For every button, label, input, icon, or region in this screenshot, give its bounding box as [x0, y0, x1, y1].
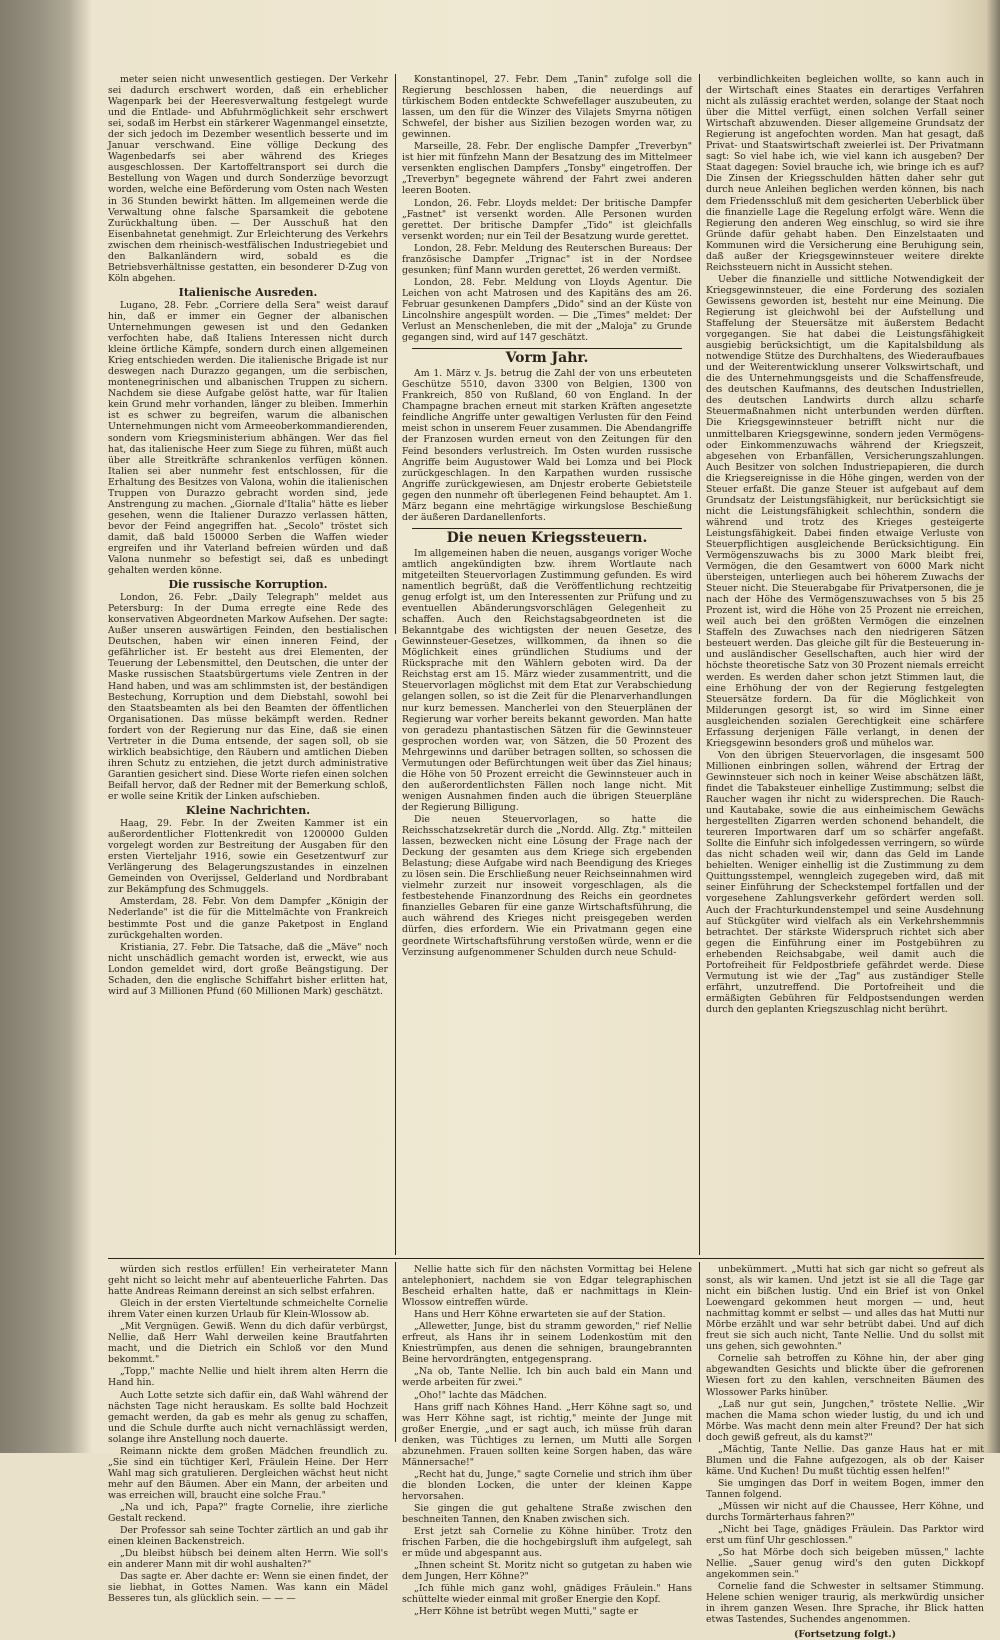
serial-paragraph: „Recht hat du, Junge," sagte Cornelie und strich ihm über die blonden Locken, die unter der kleinen Kappe hervorsahen. [402, 1468, 692, 1502]
serial-paragraph: Gleich in der ersten Vierteltunde schmeichelte Cornelie ihrem Vater einen kurzen Urlaub für Klein-Wlossow ab. [108, 1298, 388, 1321]
serial-paragraph: „Topp," machte Nellie und hielt ihrem alten Herrn die Hand hin. [108, 1366, 388, 1389]
rule [412, 528, 682, 529]
rule [412, 348, 682, 349]
column-1 [108, 74, 388, 1254]
serial-paragraph: Cornelie sah betroffen zu Köhne hin, der aber ging abgewandten Gesichts und blickte über die gefrorenen Wiesen fort zu den kahlen, verschneiten Bäumen des Wlossower Parks hinüber. [706, 1353, 984, 1398]
short-news-kristiania: Kristiania, 27. Febr. Die Tatsache, daß die „Mäve" noch nicht unschädlich gemacht worden ist, erweckt, wie aus London gemeldet wird, dort große Beängstigung. Der Schaden, den die englische Schiffahrt bisher erlitten hat, wird auf 3 Millionen Pfund (60 Millionen Mark) geschätzt. [108, 941, 388, 997]
serial-paragraph: „Na ob, Tante Nellie. Ich bin auch bald ein Mann und werde arbeiten für zwei." [402, 1366, 692, 1389]
headline-short-news: Kleine Nachrichten. [185, 804, 311, 818]
serial-paragraph: „Ich fühle mich ganz wohl, gnädiges Fräulein." Hans schüttelte wieder einmal mit großer Energie den Kopf. [402, 1583, 692, 1606]
serial-paragraph: würden sich restlos erfüllen! Ein verheirateter Mann geht nicht so leicht mehr auf abenteuerliche Fahrten. Das hatte Andreas Reimann dereinst an sich selbst erfahren. [108, 1264, 388, 1298]
article-italian-text: Lugano, 28. Febr. „Corriere della Sera" weist darauf hin, daß er immer ein Gegner der albanischen Unternehmungen gewesen ist und den Gedanken verfochten habe, daß Italiens Interessen nicht durch kleine örtliche Kämpfe, sondern durch einen allgemeinen Krieg entschieden werden. Die italienische Brigade ist nur deswegen nach Durazzo gegangen, um die serbischen, montenegrinischen und albanischen Truppen zu sichern. Nachdem sie diese Aufgabe gelöst hatte, war für Italien kein Grund mehr vorhanden, länger zu bleiben. Immerhin ist es schwer zu begreifen, warum die albanischen Unternehmungen nicht vom Armeeoberkommandierenden, sondern vom Kriegsministerium abhängen. Wer das fiel hat, das italienische Heer zum Siege zu führen, müßt auch über alle Streitkräfte schrankenlos verfügen können. Italien sei aber nunmehr fest entschlossen, für die Erhaltung des Besitzes von Valona, wohin die italienischen Truppen von Durazzo gebracht worden sind, jede Anstrengung zu machen. „Giornale d'Italia" hätte es lieber gesehen, wenn die Italiener Durazzo verlassen hätten, bevor der Feind angegriffen hat. „Secolo" tröstet sich damit, daß bald 150000 Serben die Waffen wieder ergreifen und ihr Vaterland befreien würden und daß Valona nunmehr so befestigt sei, daß es unbedingt gehalten werden könne. [108, 299, 388, 577]
column-rule-2b [699, 640, 700, 1255]
serial-paragraph: „Ihnen scheint St. Moritz nicht so gutgetan zu haben wie dem Jungen, Herr Köhne?" [402, 1560, 692, 1583]
serial-paragraph: Sie umgingen das Dorf in weitem Bogen, immer den Tannen folgend. [706, 1477, 984, 1500]
serial-paragraph: Sie gingen die gut gehaltene Straße zwischen den beschneiten Tannen, den Knaben zwischen sich. [402, 1502, 692, 1526]
serial-column-2 [402, 1264, 692, 1618]
serial-paragraph: Hans und Herr Köhne erwarteten sie auf der Station. [414, 1309, 666, 1321]
headline-last-year: Vorm Jahr. [505, 350, 589, 367]
column-3 [706, 74, 984, 1254]
serial-paragraph: „Allewetter, Junge, bist du stramm geworden," rief Nellie erfreut, als Hans ihr in seinem Lodenkostüm mit den Kniestrümpfen, aus denen die sehnigen, braungebrannten Beine hervordrängten, entgegensprang. [402, 1321, 692, 1366]
serial-paragraph: „Mächtig, Tante Nellie. Das ganze Haus hat er mit Blumen und die Fahne aufgezogen, als ob der Kaiser käme. Und Kuchen! Du mußt tüchtig essen helfen!" [706, 1443, 984, 1477]
serial-paragraph: „Müssen wir nicht auf die Chaussee, Herr Köhne, und durchs Tormärterhaus fahren?" [706, 1500, 984, 1524]
serial-paragraph: Hans griff nach Köhnes Hand. „Herr Köhne sagt so, und was Herr Köhne sagt, ist richtig," meinte der Junge mit großer Energie, „und er sagt auch, ich müsse früh daran denken, was Tüchtiges zu lernen, um Mutti alle Sorgen abzunehmen. Frauen sollten keine Sorgen haben, das wäre Männersache!" [402, 1401, 692, 1468]
serial-paragraph: Reimann nickte dem großen Mädchen freundlich zu. „Sie sind ein tüchtiger Kerl, Fräulein Heine. Der Herr Wahl mag sich gratulieren. Dergleichen wächst heut nicht mehr auf den Bäumen. Aber ein Mann, der arbeiten und was erreichen will, braucht eine solche Frau." [108, 1445, 388, 1501]
section-divider [108, 1258, 984, 1259]
serial-paragraph: „Laß nur gut sein, Jungchen," tröstete Nellie. „Wir machen die Mama schon wieder lustig, du und ich und Mörbe. Was macht denn mein alter Freund? Der hat sich doch gewiß gefreut, als du kamst?" [706, 1398, 984, 1443]
news-london-2: London, 28. Febr. Meldung des Reuterschen Bureaus: Der französische Dampfer „Trignac" ist in der Nordsee gesunken; fünf Mann wurden gerettet, 26 werden vermißt. [402, 242, 692, 276]
column-rule-1 [395, 74, 396, 634]
serial-paragraph: „Du bleibst hübsch bei deinem alten Herrn. Wie soll's ein anderer Mann mit dir wohl aushalten?" [108, 1548, 388, 1571]
column-rule-2 [699, 74, 700, 634]
short-news-haag: Haag, 29. Febr. In der Zweiten Kammer ist ein außerordentlicher Flottenkredit von 1200000 Gulden vorgelegt worden zur Bestreitung der Ausgaben für den ersten Vierteljahr 1916, sowie ein Gesetzentwurf zur Verlängerung des Belagerungszustandes in einzelnen Gemeinden von Overijssel, Gelderland und Nordbrabant zur Bekämpfung des Schmuggels. [108, 818, 388, 896]
article-war-taxes-continued-1: verbindlichkeiten begleichen wollte, so kann auch in der Wirtschaft eines Staates ein derartiges Verfahren nicht als zulässig erachtet werden, solange der Staat noch über die Mittel verfügt, einen solchen Verfall seiner Wirtschaft abzuwenden. Dieser allgemeine Grundsatz der Regierung ist angefochten worden. Man hat gesagt, daß Privat- und Staatswirtschaft zweierlei ist. Der Privatmann sagt: So viel habe ich, wie viel kann ich ausgeben? Der Staat dagegen: Soviel brauche ich, wie bringe ich es auf? Die Zinsen der Kriegsschulden hätten daher sehr gut durch neue Anleihen beglichen werden können, bis nach dem Friedensschluß mit dem gesicherten Ueberblick über die finanzielle Lage die Regelung erfolgt wäre. Wenn die Regierung den anderen Weg einschlug, so wird sie ihre Gründe dafür gehabt haben. Den Einzelstaaten und Kommunen wird die Versicherung eine Beruhigung sein, daß außer der Kriegsgewinnsteuer weitere direkte Reichssteuern nicht in Aussicht stehen. [706, 74, 984, 273]
serial-paragraph: „Na und ich, Papa?" fragte Cornelie, ihre zierliche Gestalt reckend. [108, 1501, 388, 1525]
article-corruption-text: London, 26. Febr. „Daily Telegraph" meldet aus Petersburg: In der Duma erregte eine Rede des konservativen Abgeordneten Markow Aufsehen. Der sagte: Außer unseren auswärtigen Feinden, den bestialischen Deutschen, haben wir einen inneren Feind, der gefährlicher ist. Er besteht aus drei Elementen, der Teuerung der Lebensmittel, den Deutschen, die unter der Maske russischen Staatsbürgertums viele Zentren in der Hand haben, und was am schlimmsten ist, der beständigen Bestechung, Korruption und dem Diebstahl, sowohl bei den Staatsbeamten als bei den Beamten der öffentlichen Organisationen. Das müsse bekämpft werden. Redner fordert von der Regierung nur das Eine, daß sie einen Vertreter in die Duma entsende, der sagen soll, ob sie wirklich beabsichtige, den Räubern und amtlichen Dieben ihren Schutz zu entziehen, die jetzt durch administrative Garantien gesichert sind. Diese Worte riefen einen solchen Beifall hervor, daß der Redner mit der Bemerkung schloß, er wolle seine Kritik der Linken aufschieben. [108, 592, 388, 802]
serial-paragraph: „Nicht bei Tage, gnädiges Fräulein. Das Parktor wird erst um fünf Uhr geschlossen." [706, 1524, 984, 1547]
serial-paragraph: „Herr Köhne ist betrübt wegen Mutti," sagte er [414, 1606, 639, 1618]
short-news-amsterdam: Amsterdam, 28. Febr. Von dem Dampfer „Königin der Nederlande" ist die für die Mittelmächte von Frankreich bestimmte Post und die ganze Paketpost in England zurückgehalten worden. [108, 896, 388, 941]
serial-column-1 [108, 1264, 388, 1605]
serial-column-3 [706, 1264, 984, 1640]
serial-paragraph: Erst jetzt sah Cornelie zu Köhne hinüber. Trotz den frischen Farben, die die hochgebirgsluft ihm aufgelegt, sah er müde und abgespannt aus. [402, 1526, 692, 1560]
book-binding-edge [0, 0, 92, 1453]
news-london-3: London, 28. Febr. Meldung von Lloyds Agentur. Die Leichen von acht Matrosen und des Kapitäns des am 26. Februar gesunkenen Dampfers „Dido" sind an der Küste von Lincolnshire angespült worden. — Die „Times" meldet: Der Verlust an Menschenleben, die mit der „Maloja" zu Grunde gegangen sind, wird auf 147 geschätzt. [402, 276, 692, 344]
column-2 [402, 74, 692, 1254]
to-be-continued: (Fortsetzung folgt.) [793, 1628, 897, 1640]
serial-paragraph: Auch Lotte setzte sich dafür ein, daß Wahl während der nächsten Tage nicht herauskam. Es sollte bald Hochzeit gemacht werden, da gab es mehr als genug zu schaffen, und die Schule durfte auch nicht vernachlässigt werden, solange ihre Anstellung noch dauerte. [108, 1389, 388, 1445]
serial-paragraph: Das sagte er. Aber dachte er: Wenn sie einen findet, der sie liebhat, in Gottes Namen. Was kann ein Mädel Besseres tun, als glücklich sein. — — — [108, 1571, 388, 1605]
news-marseille: Marseille, 28. Febr. Der englische Dampfer „Treverbyn" ist hier mit fünfzehn Mann der Besatzung des im Mittelmeer versenkten englischen Dampfers „Tonsby" eingetroffen. Der „Treverbyn" begegnete während der Fahrt zwei anderen leeren Booten. [402, 141, 692, 197]
news-london-1: London, 26. Febr. Lloyds meldet: Der britische Dampfer „Fastnet" ist versenkt worden. Alle Personen wurden gerettet. Der britische Dampfer „Tido" ist gleichfalls versenkt worden; nur ein Teil der Besatzung wurde gerettet. [402, 197, 692, 242]
headline-russian-corruption: Die russische Korruption. [168, 578, 328, 592]
article-war-taxes-continued-2: Ueber die finanzielle und sittliche Notwendigkeit der Kriegsgewinnsteuer, die eine Forderung des sozialen Gewissens geworden ist, besteht nur eine Meinung. Die Regierung ist gleichwohl bei der Aufstellung und Staffelung der Steuersätze mit äußerstem Bedacht vorgegangen. Sie hat dabei die Leistungsfähigkeit ausgiebig berücksichtigt, um die Kapitalsbildung als notwendige Stütze des Durchhaltens, des Wiederaufbaues und der Weiterentwicklung unserer Volkswirtschaft, und die des Unternehmungsgeists und die Schaffensfreude, des deutschen Kaufmanns, des deutschen Industriellen, des deutschen Landwirts durch allzu scharfe Steuermaßnahmen nicht unterbunden werden dürften. Die Kriegsgewinnsteuer betrifft nicht nur die unmittelbaren Kriegsgewinne, sondern jeden Vermögens- oder Einkommenzuwachs während der Kriegszeit, abgesehen von Erbanfällen, Versicherungszahlungen. Auch Besitzer von solchen Industriepapieren, die durch die Kriegsereignisse in die Höhe gingen, werden von der Steuer erfaßt. Die ganze Steuer ist aufgebaut auf dem Grundsatz der Leistungsfähigkeit, nur berücksichtigt sie nicht die Leistungsfähigkeit schlechthin, sondern die während und trotz des Krieges gesteigerte Leistungsfähigkeit. Dabei finden etwaige Verluste von Steuerpflichtigen ausgleichende Berücksichtigung. Ein Vermögenszuwachs bis zu 3000 Mark bleibt frei, Vermögen, die den Gesamtwert von 6000 Mark nicht übersteigen, unterliegen auch bei höherem Zuwachs der Steuer nicht. Die Steuerabgabe für Privatpersonen, die je nach der Höhe des Vermögenszuwachses von 5 bis 25 Prozent ist, wird die Höhe von 25 Prozent nie erreichen, weil auch bei den größten Vermögen die einzelnen Staffeln des Zuwachses nach den niedrigeren Sätzen besteuert werden. Das gleiche gilt für die Besteuerung in- und ausländischer Gesellschaften, auch hier wird der höchste theoretische Satz von 30 Prozent niemals erreicht werden. Es werden daher schon jetzt Stimmen laut, die eine Erhöhung der von der Regierung festgelegten Steuersätze fordern. Da für die Möglichkeit von Milderungen gesorgt ist, so wird im Sinne einer ausgleichenden sozialen Gerechtigkeit eine schärfere Erfassung derjenigen Fälle verlangt, in denen der Kriegsgewinn besonders groß und mühelos war. [706, 273, 984, 749]
article-railway-text: meter seien nicht unwesentlich gestiegen. Der Verkehr sei dadurch erschwert worden, daß ein erheblicher Wagenpark bei der Heeresverwaltung festgelegt wurde und die Entlade- und Abfuhrmöglichkeit sehr erschwert sei, sodaß im Herbst ein stärkerer Wagenmangel einsetzte, der sich jedoch im Dezember wesentlich besserte und im Januar verschwand. Eine völlige Deckung des Wagenbedarfs sei aber während des Krieges ausgeschlossen. Der Kartoffeltransport sei durch die Bestellung von Wagen und durch Sonderzüge bevorzugt worden, welche eine Beförderung vom Osten nach Westen in 36 Stunden bewirkt hätten. Im allgemeinen werde die Verwaltung ohne falsche Sparsamkeit die gebotene Zurückhaltung üben. — Der Ausschuß hat den Eisenbahnetat genehmigt. Zur Erleichterung des Verkehrs zwischen dem rheinisch-westfälischen Industriegebiet und den Balkanländern wird, sobald es die Betriebsverhältnisse gestatten, ein besonderer D-Zug von Köln abgehen. [108, 74, 388, 284]
page-edge-shadow [986, 0, 1000, 1453]
article-war-taxes-text: Im allgemeinen haben die neuen, ausgangs voriger Woche amtlich angekündigten bzw. ihrem Wortlaute nach mitgeteilten Steuervorlagen Zustimmung gefunden. Es wird namentlich begrüßt, daß die Veröffentlichung rechtzeitig genug erfolgt ist, um den Interessenten zur Prüfung und zu eventuellen Abänderungsvorschlägen Gelegenheit zu schaffen. Auch den Reichstagsabgeordneten ist die Bekanntgabe des wichtigsten der neuen Gesetze, des Gewinnsteuer-Gesetzes, willkommen, da ihnen so die Möglichkeit eines gründlichen Studiums und der Rücksprache mit den Wählern geboten wird. Da der Reichstag erst am 15. März wieder zusammentritt, und die Steuervorlagen möglichst mit dem Etat zur Verabschiedung gelangen sollen, so ist die Zeit für die Plenarverhandlungen nur kurz bemessen. Mancherlei von den Steuerplänen der Regierung war vorher bereits bekannt geworden. Man hatte von geradezu phantastischen Sätzen für die Gewinnsteuer gesprochen worden war, von Sätzen, die 50 Prozent des Mehrgewinns und darüber betragen sollten, so schossen die Vermutungen oder Befürchtungen weit über das Ziel hinaus; die Höhe von 50 Prozent erreicht die Gewinnsteuer auch in den außerordentlichsten Fällen noch lange nicht. Mit wenigen Ausnahmen finden auch die übrigen Steuerpläne der Regierung Billigung. [402, 547, 692, 813]
serial-paragraph: Nellie hatte sich für den nächsten Vormittag bei Helene antelephoniert, nachdem sie von Edgar telegraphischen Bescheid erhalten hatte, daß er nachmittags in Klein-Wlossow eintreffen würde. [402, 1264, 692, 1309]
serial-paragraph: „Mit Vergnügen. Gewiß. Wenn du dich dafür verbürgst, Nellie, daß Herr Wahl derweilen keine Brautfahrten macht, und die Dietrich ein Schloß vor den Mund bekommt." [108, 1321, 388, 1366]
serial-paragraph: „So hat Mörbe doch sich beigeben müssen," lachte Nellie. „Sauer genug wird's den guten Dickkopf angekommen sein." [706, 1547, 984, 1581]
serial-paragraph: „Oho!" lachte das Mädchen. [414, 1389, 547, 1401]
news-constantinople: Konstantinopel, 27. Febr. Dem „Tanin" zufolge soll die Regierung beschlossen haben, die neuerdings auf türkischem Boden entdeckte Schwefellager auszubeuten, zu lassen, um den für die Winzer des Vilajets Smyrna nötigen Schwefel, der bisher aus Sizilien bezogen worden war, zu gewinnen. [402, 74, 692, 141]
serial-paragraph: Cornelie fand die Schwester in seltsamer Stimmung. Helene schien weniger traurig, als merkwürdig unsicher in ihrem ganzen Wesen. Ihre Sprache, ihr Blick hatten etwas Tastendes, Suchendes angenommen. [706, 1581, 984, 1626]
article-last-year-text: Am 1. März v. Js. betrug die Zahl der von uns erbeuteten Geschütze 5510, davon 3300 von Belgien, 1300 von Frankreich, 850 von Rußland, 60 von England. In der Champagne brachen erneut mit starken Kräften angesetzte feindliche Angriffe unter gewaltigen Verlusten für den Feind meist schon in unserem Feuer zusammen. Die Abendangriffe der Franzosen wurden erneut von den Zeitungen für den Feind besonders verlustreich. Im Osten wurden russische Angriffe beim Augustower Wald bei Lomza und bei Plock zurückgeschlagen. In den Karpathen wurden russische Angriffe zurückgewiesen, am Dnjestr eroberte Gebietsteile gegen den nunmehr oft überlegenen Feind behauptet. Am 1. März begann eine mehrtägige wirkungslose Beschießung der äußeren Dardanellenforts. [402, 368, 692, 523]
column-rule-1b [395, 640, 396, 1255]
article-war-taxes-text-2: Die neuen Steuervorlagen, so hatte die Reichsschatzsekretär durch die „Nordd. Allg. Ztg." mitteilen lassen, bezwecken nicht eine Lösung der Frage nach der Deckung der gesamten aus dem Kriege sich ergebenden Belastung; diese Aufgabe wird nach Beendigung des Krieges zu lösen sein. Die Erschließung neuer Reichseinnahmen wird vielmehr zurzeit nur insoweit vorgeschlagen, als die festbestehende Finanzordnung des Reichs ein geordnetes finanzielles Gebaren für eine ganze Wirtschaftsführung, die auch während des Krieges nicht preisgegeben werden dürfen, dies erfordern. Wie ein Privatmann gegen eine geordnete Wirtschaftsführung verstoßen würde, wenn er die Verzinsung aufgenommener Schulden durch neue Schuld- [402, 814, 692, 958]
serial-paragraph: unbekümmert. „Mutti hat sich gar nicht so gefreut als sonst, als wir kamen. Und jetzt ist sie all die Tage gar nicht ein bißchen lustig. Und ein Brief ist von Onkel Loewengard gekommen heut morgen — und, heut nachmittag kommt er selbst — und alles das hat Mutti nur Mörbe erzählt und war sehr betrübt dabei. Und auf dich freut sie sich auch nicht, Tante Nellie. Und du sollst mit uns gehen, sich gewohnten." [706, 1264, 984, 1353]
headline-italian-excuses: Italienische Ausreden. [178, 285, 318, 299]
serial-rule-2 [699, 1262, 700, 1442]
serial-rule-1 [395, 1262, 396, 1442]
headline-war-taxes: Die neuen Kriegssteuern. [446, 529, 648, 546]
article-war-taxes-continued-3: Von den übrigen Steuervorlagen, die insgesamt 500 Millionen einbringen sollen, während der Ertrag der Gewinnsteuer sich noch in keiner Weise abschätzen läßt, findet die Tabaksteuer einhellige Zustimmung; selbst die Raucher wagen ihr nicht zu widersprechen. Die Rauch- und Kautabake, sowie die aus einheimischem Gewächs hergestellten Zigarren werden schonend behandelt, die teureren Importwaren darf um so schärfer angefaßt. Sollte die Einfuhr sich infolgedessen verringern, so würde das nicht schaden weil wir, dann das Geld im Lande behielten. Weniger einhellig ist die Zustimmung zu dem Quittungsstempel, wenngleich zugegeben wird, daß mit seiner Einführung der Scheckstempel fortfallen und der vorgesehene Zahlungsverkehr gefördert werden soll. Auch der Frachturkundenstempel und seine Ausdehnung auf Stückgüter wird vielfach als ein Verkehrshemmnis betrachtet. Der stärkste Widerspruch richtet sich aber gegen die Einführung einer im Postgebühren zu erhebenden Reichsabgabe, weil damit auch die Portofreiheit für Feldpostbriefe gefährdet werde. Diese Vermutung ist wie der „Tag" aus zuständiger Stelle erfährt, unzutreffend. Die Portofreiheit und die ermäßigten Gebühren für Feldpostsendungen werden durch den geplanten Kriegszuschlag nicht berührt. [706, 749, 984, 1015]
serial-paragraph: Der Professor sah seine Tochter zärtlich an und gab ihr einen kleinen Backenstreich. [108, 1525, 388, 1548]
